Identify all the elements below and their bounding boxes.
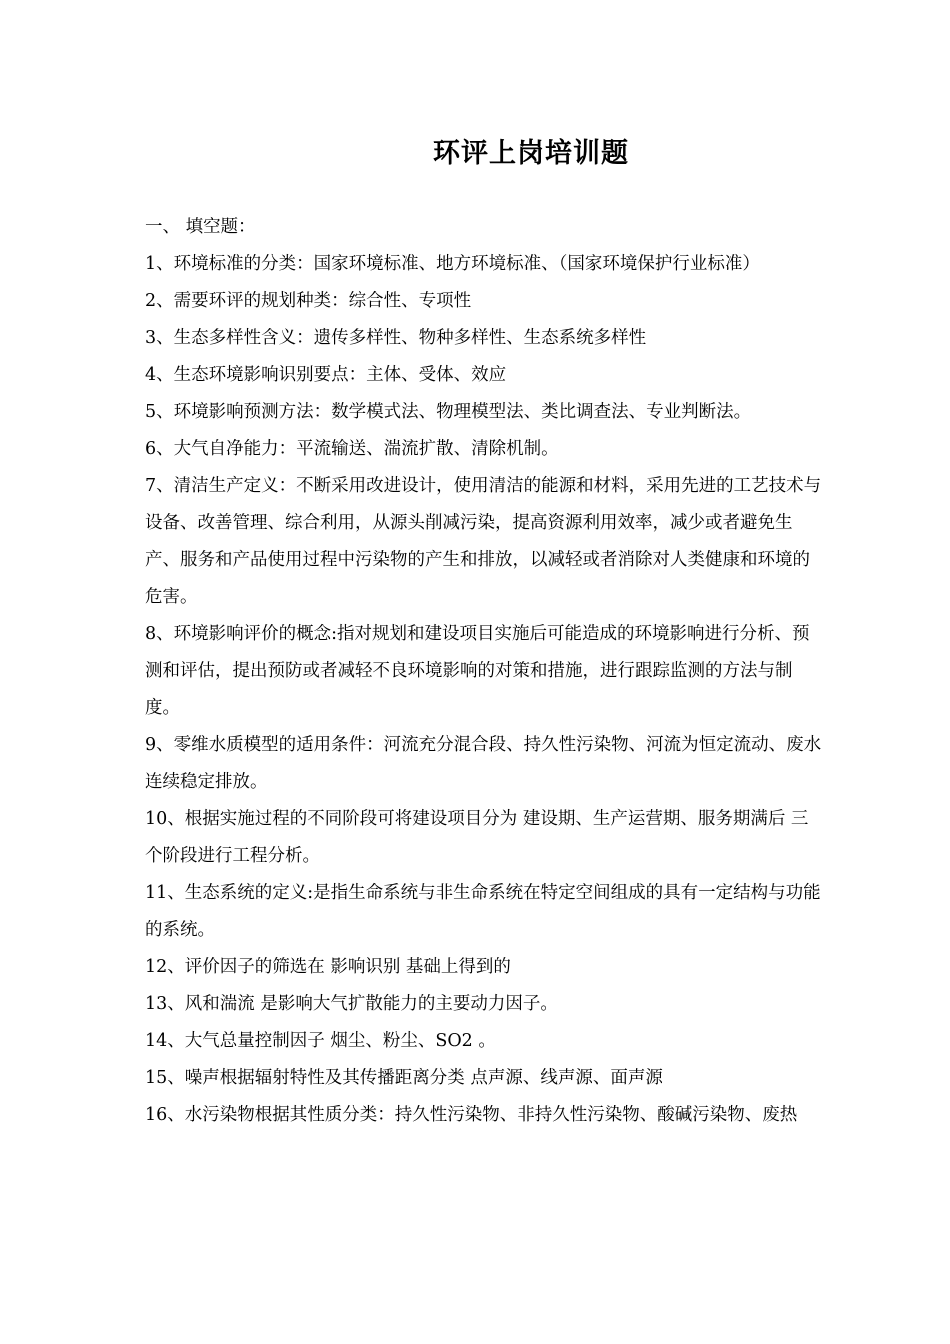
question-item-10: 10、根据实施过程的不同阶段可将建设项目分为 建设期、生产运营期、服务期满后 三个阶段进行工程分析。	[145, 809, 809, 866]
question-item-14: 14、大气总量控制因子 烟尘、粉尘、SO2 。	[145, 1031, 496, 1051]
question-item-5: 5、环境影响预测方法：数学模式法、物理模型法、类比调查法、专业判断法。	[145, 402, 752, 422]
question-item-12: 12、评价因子的筛选在 影响识别 基础上得到的	[145, 957, 511, 977]
question-item-8: 8、环境影响评价的概念:指对规划和建设项目实施后可能造成的环境影响进行分析、预测和评估，提出预防或者减轻不良环境影响的对策和措施，进行跟踪监测的方法与制度。	[145, 624, 810, 718]
document-body	[145, 209, 825, 1134]
question-item-11: 11、生态系统的定义:是指生命系统与非生命系统在特定空间组成的具有一定结构与功能的系统。	[145, 883, 821, 940]
question-item-2: 2、需要环评的规划种类：综合性、专项性	[145, 291, 472, 311]
question-item-1: 1、环境标准的分类：国家环境标准、地方环境标准、（国家环境保护行业标准）	[145, 254, 760, 274]
section-heading: 一、 填空题：	[145, 217, 256, 237]
question-item-16: 16、水污染物根据其性质分类：持久性污染物、非持久性污染物、酸碱污染物、废热	[145, 1105, 798, 1125]
question-item-6: 6、大气自净能力：平流输送、湍流扩散、清除机制。	[145, 439, 559, 459]
question-item-9: 9、零维水质模型的适用条件：河流充分混合段、持久性污染物、河流为恒定流动、废水连续稳定排放。	[145, 735, 822, 792]
question-item-3: 3、生态多样性含义：遗传多样性、物种多样性、生态系统多样性	[145, 328, 647, 348]
question-item-4: 4、生态环境影响识别要点：主体、受体、效应	[145, 365, 507, 385]
document-title: 环评上岗培训题	[433, 138, 629, 169]
question-item-7: 7、清洁生产定义：不断采用改进设计，使用清洁的能源和材料，采用先进的工艺技术与设备、改善管理、综合利用，从源头削减污染，提高资源利用效率，减少或者避免生产、服务和产品使用过程中污染物的产生和排放，以减轻或者消除对人类健康和环境的危害。	[145, 476, 822, 607]
question-item-15: 15、噪声根据辐射特性及其传播距离分类 点声源、线声源、面声源	[145, 1068, 663, 1088]
question-item-13: 13、风和湍流 是影响大气扩散能力的主要动力因子。	[145, 994, 558, 1014]
